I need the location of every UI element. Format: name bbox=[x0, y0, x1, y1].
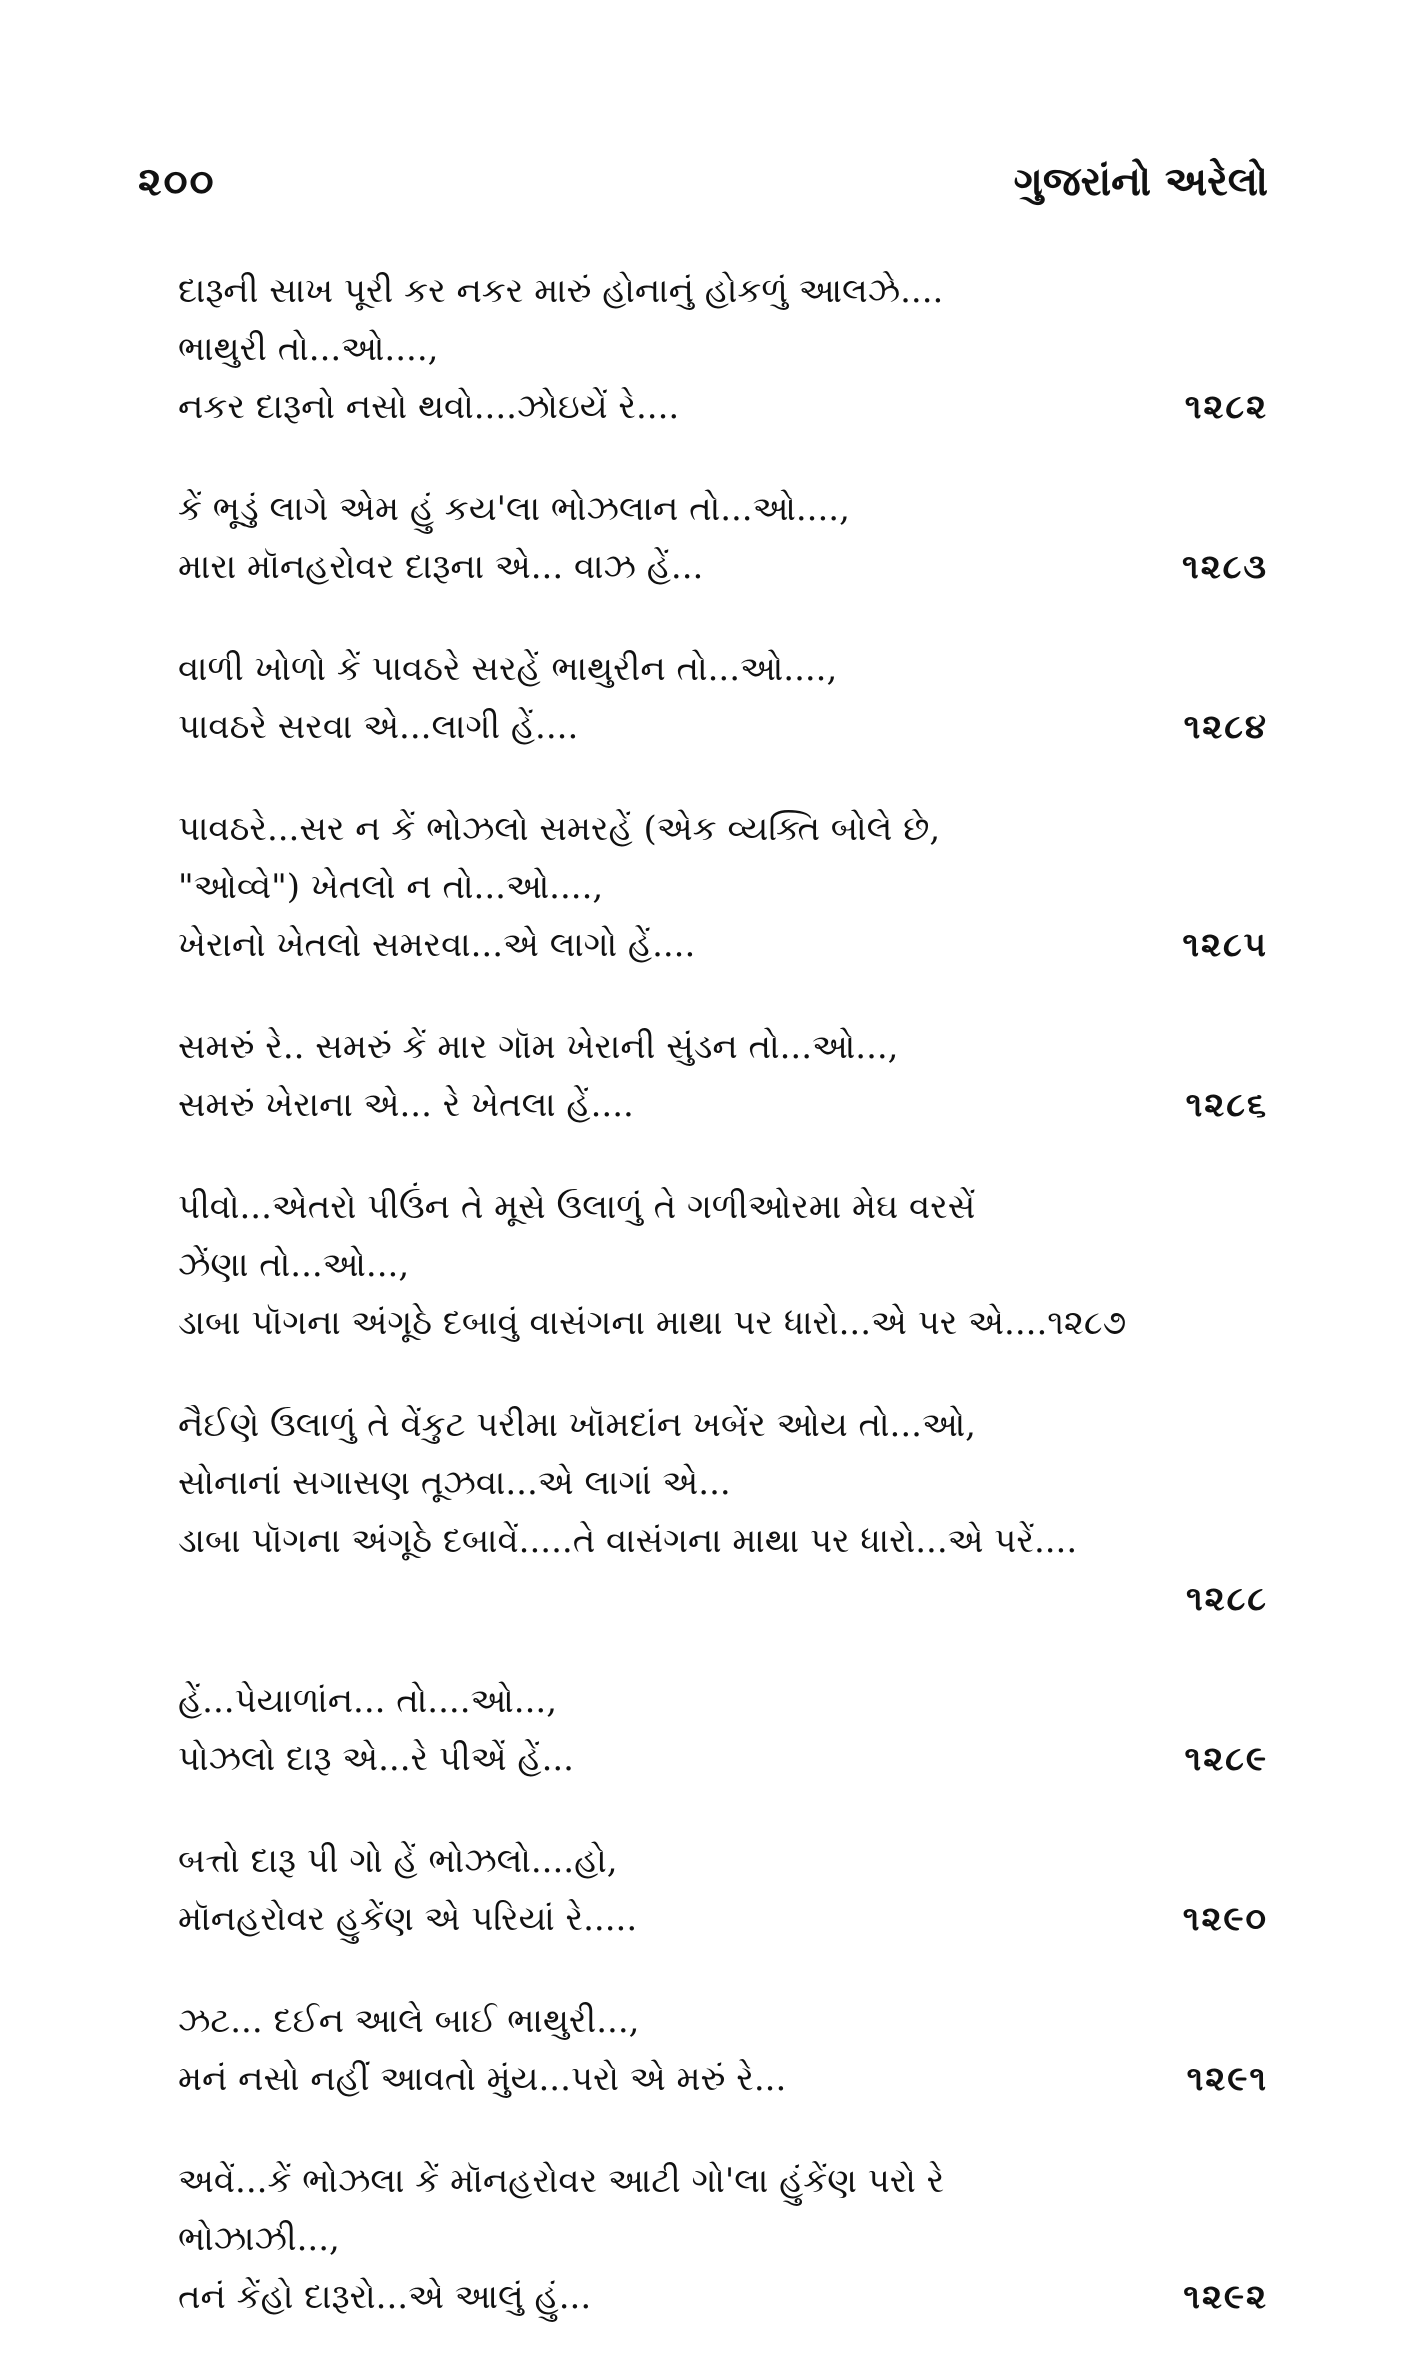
verse-list bbox=[178, 262, 1268, 2370]
verse-block bbox=[178, 1396, 1268, 1628]
verse-number: ૧૨૮૫ bbox=[1182, 925, 1268, 965]
verse-line: દારૂની સાખ પૂરી કર નકર મારું હોનાનું હોકળું આલઝે.... bbox=[178, 271, 944, 311]
page-header bbox=[138, 158, 1268, 218]
verse-number: ૧૨૯૨ bbox=[1183, 2277, 1268, 2317]
verse-block bbox=[178, 1178, 1268, 1352]
verse-line: સોનાનાં સગાસણ તૂઝવા...એ લાગાં એ... bbox=[178, 1463, 731, 1503]
page-number: ૨૦૦ bbox=[138, 158, 216, 205]
verse-line: સમરું રે.. સમરું કેં માર ગૉમ ખેરાની સુંડન તો...ઓ..., bbox=[178, 1027, 899, 1067]
verse-number: ૧૨૯૧ bbox=[1186, 2059, 1268, 2099]
verse-line: અવેં...કેં ભોઝલા કેં મૉનહરોવર આટી ગો'લા હુંકેંણ પરો રે bbox=[178, 2161, 945, 2201]
running-title: ગુજરાંનો અરેલો bbox=[1013, 158, 1268, 205]
verse-line: ઝટ... દઈન આલે બાઈ ભાથુરી..., bbox=[178, 2001, 640, 2041]
verse-line: મનં નસો નહીં આવતો મુંય...પરો એ મરું રે... bbox=[178, 2059, 787, 2099]
verse-line: "ઓવ્વે") ખેતલો ન તો...ઓ...., bbox=[178, 867, 604, 907]
verse-line: બત્તો દારૂ પી ગો હેં ભોઝલો....હો, bbox=[178, 1841, 618, 1881]
verse-number: ૧૨૯૦ bbox=[1182, 1899, 1268, 1939]
verse-number: ૧૨૮૮ bbox=[1185, 1579, 1268, 1619]
verse-number: ૧૨૮૬ bbox=[1185, 1085, 1268, 1125]
verse-number: ૧૨૮૯ bbox=[1184, 1739, 1268, 1779]
verse-line: તનં કેંહો દારૂરો...એ આલું હું... bbox=[178, 2277, 592, 2317]
verse-block bbox=[178, 800, 1268, 974]
verse-line: નૈઈણે ઉલાળું તે વેંકુટ પરીમા ખૉમદાંન ખબેંર ઓય તો...ઓ, bbox=[178, 1405, 976, 1445]
verse-line: ભોઝાઝી..., bbox=[178, 2219, 340, 2259]
verse-block bbox=[178, 480, 1268, 596]
verse-block bbox=[178, 1672, 1268, 1788]
verse-line: કેં ભૂડું લાગે એમ હું કય'લા ભોઝલાન તો...ઓ...., bbox=[178, 489, 850, 529]
verse-line: પાવઠરે...સર ન કેં ભોઝલો સમરહેં (એક વ્યક્તિ બોલે છે, bbox=[178, 809, 941, 849]
verse-line: મૉનહરોવર હુકેંણ એ પરિયાં રે..... bbox=[178, 1899, 638, 1939]
verse-block bbox=[178, 1832, 1268, 1948]
verse-block bbox=[178, 1018, 1268, 1134]
verse-line: મારા મૉનહરોવર દારૂના એ... વાઝ હેં... bbox=[178, 547, 704, 587]
verse-number: ૧૨૮૨ bbox=[1184, 387, 1268, 427]
verse-line: નકર દારૂનો નસો થવો....ઝોઇયેં રે.... bbox=[178, 387, 680, 427]
verse-line: ડાબા પૉગના અંગૂઠે દબાવું વાસંગના માથા પર ધારો...એ પર એ....૧૨૮૭ bbox=[178, 1303, 1127, 1343]
verse-block bbox=[178, 262, 1268, 436]
verse-block bbox=[178, 1992, 1268, 2108]
verse-number: ૧૨૮૩ bbox=[1182, 547, 1268, 587]
verse-line: હેં...પેયાળાંન... તો....ઓ..., bbox=[178, 1681, 557, 1721]
verse-line: ડાબા પૉગના અંગૂઠે દબાવેં.....તે વાસંગના માથા પર ધારો...એ પરેં.... bbox=[178, 1521, 1078, 1561]
verse-line: પાવઠરે સરવા એ...લાગી હેં.... bbox=[178, 707, 579, 747]
verse-line: પીવો...એતરો પીઉંન તે મૂસે ઉલાળું તે ગળીઓરમા મેઘ વરસેં bbox=[178, 1187, 976, 1227]
verse-block bbox=[178, 640, 1268, 756]
verse-line: પોઝલો દારૂ એ...રે પીએં હેં... bbox=[178, 1739, 574, 1779]
verse-line: ભાથુરી તો...ઓ...., bbox=[178, 329, 439, 369]
verse-line: વાળી ખોળો કેં પાવઠરે સરહેં ભાથુરીન તો...ઓ...., bbox=[178, 649, 838, 689]
verse-line: સમરું ખેરાના એ... રે ખેતલા હેં.... bbox=[178, 1085, 634, 1125]
verse-block bbox=[178, 2152, 1268, 2326]
verse-line: ઝેંણા તો...ઓ..., bbox=[178, 1245, 410, 1285]
verse-line: ખેરાનો ખેતલો સમરવા...એ લાગો હેં.... bbox=[178, 925, 696, 965]
verse-number: ૧૨૮૪ bbox=[1183, 707, 1268, 747]
